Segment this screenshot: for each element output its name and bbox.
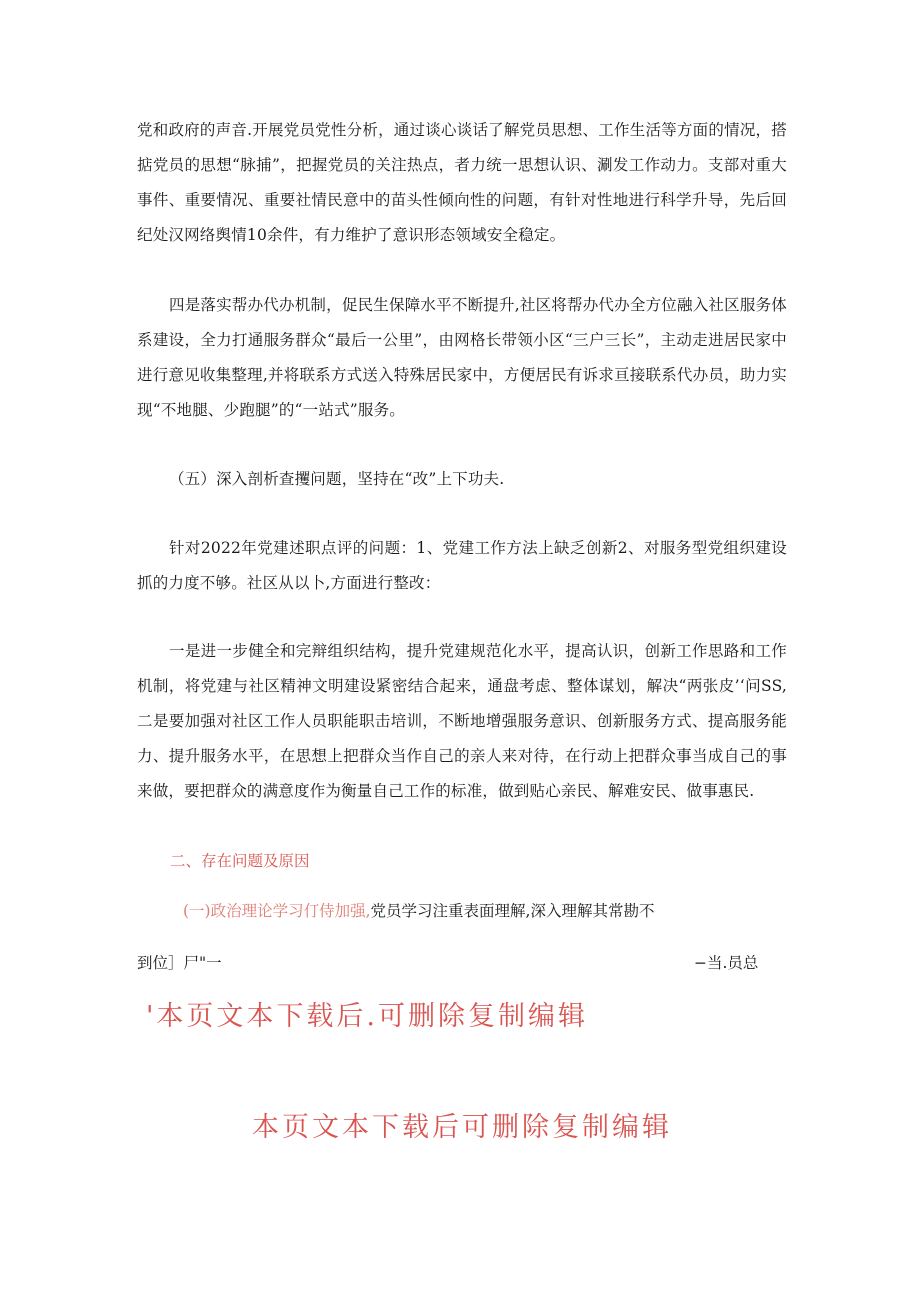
paragraph-1: 党和政府的声音.开展党员党性分析，通过谈心谈话了解党员思想、工作生活等方面的情况，搭掂党员的思想“脉捕”，把握党员的关注热点，者力统一思想认识、涮发工作动力。支部对重大事件、重要情况、重要社情民意中的苗头性倾向性的问题，有针对性地进行科学升导，先后回纪处汉网络舆情10余件，有力维护了意识形态领域安全稳定。 (137, 121, 787, 244)
paragraph-3: （五）深入剖析查攫问题，坚持在“改”上下功夫. (169, 470, 505, 488)
paragraph-4: 针对2022年党建述职点评的问题：1、党建工作方法上缺乏创新2、对服务型党组织建设抓的力度不够。社区从以卜,方面进行整改： (137, 539, 787, 592)
paragraph-2: 四是落实帮办代办机制，促民生保障水平不断提升,社区将帮办代办全方位融入社区服务体系建设，全力打通服务群众“最后一公里”，由网格长带领小区“三户三长”，主动走进居民家中进行意见收集整理,并将联系方式送入特殊居民家中，方便居民有诉求亘接联系代办员，助力实现“不地腿、少跑腿”的“一站式”服务。 (137, 296, 787, 419)
fragment-right: −当.员总 (694, 954, 759, 972)
fragment-left: 到位］尸"一 (137, 954, 222, 972)
download-notice-1: '本页文本下载后.可删除复制编辑 (146, 1001, 589, 1032)
subsection-line (183, 899, 654, 921)
subsection-text: 党员学习注重表面理解,深入理解其常勘不 (370, 902, 655, 920)
download-notice-2: 本页文本下载后可删除复制编辑 (252, 1112, 672, 1143)
subsection-title: (一)政治理论学习仃侍加强, (183, 902, 371, 920)
section-heading: 二、存在问题及原因 (170, 852, 310, 870)
paragraph-5: 一是进一步健全和完辩组织结构，提升党建规范化水平，提高认识，创新工作思路和工作机制，将党建与社区精神文明建设紧密结合起来，通盘考虑、整体谋划，解决“两张皮’‘问SS,二是要加强对社区工作人员职能职击培训，不断地增强服务意识、创新服务方式、提高服务能力、提升服务水平，在思想上把群众当作自己的亲人来对待，在行动上把群众事当成自己的事来做，要把群众的满意度作为衡量自己工作的标准，做到贴心亲民、解难安民、做事惠民. (137, 642, 787, 800)
